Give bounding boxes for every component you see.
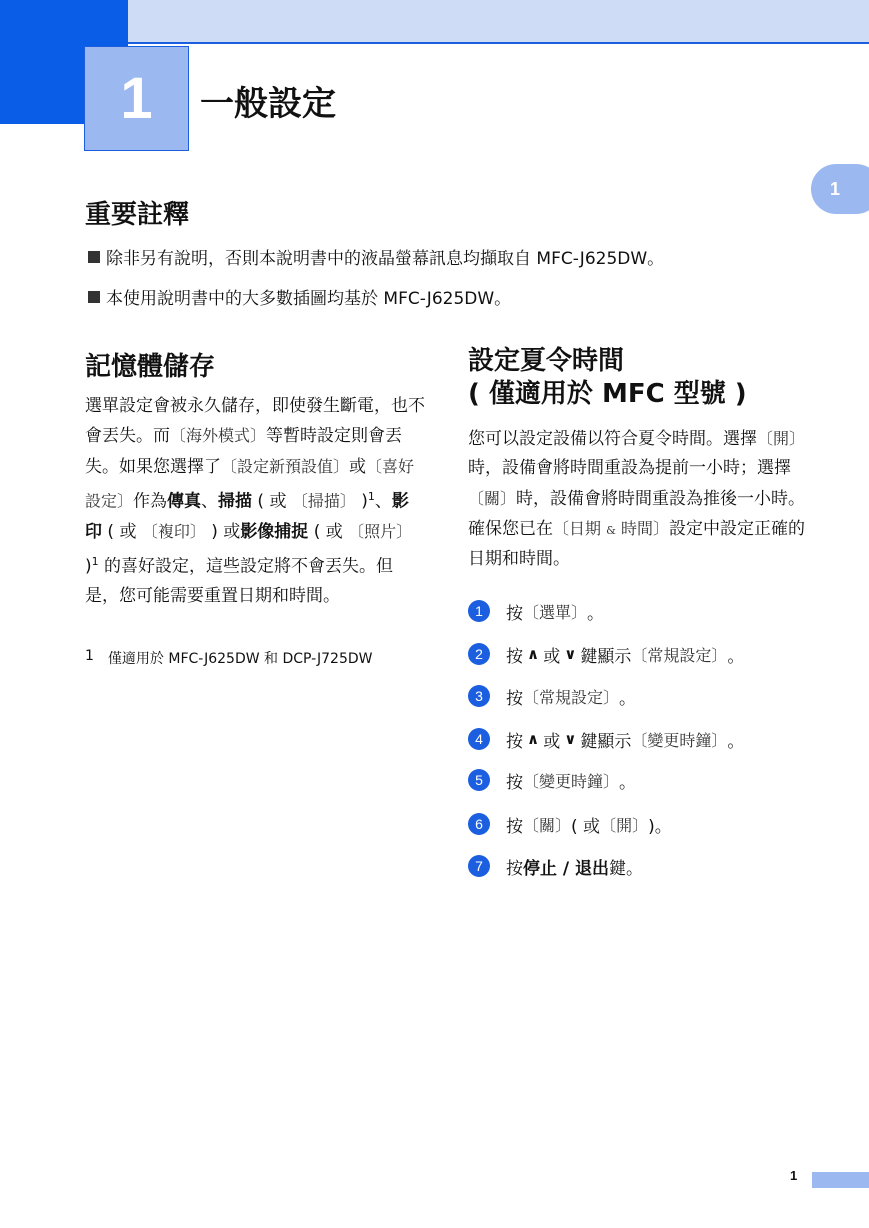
footnote [85, 648, 372, 668]
note-text: 本使用說明書中的大多數插圖均基於 MFC-J625DW。 [106, 289, 512, 309]
step-text: 按 [506, 772, 523, 793]
lcd-label: 〔設定新預設值〕 [221, 456, 350, 476]
step-item [468, 853, 643, 879]
lcd-label: 〔照片〕 [348, 521, 413, 541]
body-text: 選單設定會被永久儲存，即使發生斷電，也不會丟失。而 [85, 396, 425, 447]
step-text: 按 [506, 688, 523, 709]
up-arrow-icon: ∧ [527, 645, 540, 663]
lcd-label: 〔關〕 [523, 815, 572, 835]
header-band-light [128, 0, 869, 44]
step-number-icon: 2 [468, 643, 490, 665]
step-text: 。 [619, 688, 637, 709]
step-item [468, 811, 672, 837]
step-number-icon: 5 [468, 769, 490, 791]
memory-storage-paragraph [85, 392, 425, 611]
step-item [468, 726, 744, 752]
memory-storage-heading: 記憶體儲存 [85, 352, 216, 382]
lcd-label: 〔日期 [553, 518, 607, 538]
step-number-icon: 4 [468, 728, 490, 750]
footnote-ref: 1 [367, 489, 375, 503]
step-text: 按 [506, 603, 523, 624]
heading-line: ( 僅適用於 MFC 型號 ) [468, 379, 747, 409]
note-item [88, 284, 511, 309]
step-number-icon: 3 [468, 685, 490, 707]
lcd-label: 〔喜好設定〕 [85, 456, 415, 511]
lcd-label: 〔開〕 [600, 815, 649, 835]
key-name: 掃描 [218, 491, 253, 512]
step-text: 鍵顯示 [580, 646, 632, 667]
body-text: 時，設備會將時間重設為提前一小時；選擇 [468, 458, 791, 479]
body-text: ( 或 [102, 521, 142, 542]
down-arrow-icon: ∨ [564, 730, 577, 748]
step-number-icon: 6 [468, 813, 490, 835]
lcd-label: 〔掃描〕 [291, 491, 356, 511]
step-text: 。 [587, 603, 605, 624]
up-arrow-icon: ∧ [527, 730, 540, 748]
body-text: 您可以設定設備以符合夏令時間。選擇 [468, 429, 757, 449]
body-text: 等暫時設定則會丟失。如果您選擇了 [85, 426, 403, 477]
step-item [468, 641, 744, 667]
step-text: 。 [727, 646, 745, 667]
important-notes-heading: 重要註釋 [85, 200, 190, 230]
step-text: 鍵。 [609, 858, 644, 879]
body-text: 、 [374, 491, 392, 512]
bullet-square-icon [88, 251, 100, 263]
lcd-label: 〔海外模式〕 [170, 426, 267, 446]
lcd-label: 〔關〕 [468, 488, 517, 508]
note-item [88, 244, 664, 269]
step-text: 按 [506, 731, 523, 752]
page-number: 1 [790, 1168, 798, 1183]
body-text: 或 [349, 456, 367, 477]
body-text: ( 或 [308, 521, 349, 542]
footnote-ref: 1 [91, 555, 99, 569]
lcd-label: 〔變更時鐘〕 [631, 730, 728, 750]
step-text: 按 [506, 816, 523, 837]
body-text: ( 或 [252, 491, 292, 512]
page-footer-bar [812, 1172, 869, 1188]
chapter-number: 1 [84, 46, 189, 151]
lcd-label: 〔常規設定〕 [631, 645, 728, 665]
step-text: 按 [506, 646, 523, 667]
step-number-icon: 7 [468, 855, 490, 877]
lcd-label: 時間〕 [615, 518, 669, 538]
body-text: ) [355, 491, 368, 512]
daylight-saving-heading [468, 345, 747, 411]
key-name: 傳真 [167, 491, 202, 512]
bullet-square-icon [88, 291, 100, 303]
step-text: )。 [648, 816, 672, 837]
body-text: ) 或 [205, 521, 241, 542]
chapter-title: 一般設定 [200, 84, 336, 124]
down-arrow-icon: ∨ [564, 645, 577, 663]
step-text: 。 [619, 772, 637, 793]
body-text: 設定中設定正確的日期和時間。 [468, 518, 805, 570]
step-item [468, 598, 604, 624]
step-item [468, 683, 636, 709]
footnote-mark: 1 [85, 648, 94, 664]
chapter-side-tab: 1 [811, 164, 869, 214]
lcd-label: 〔常規設定〕 [523, 687, 620, 707]
lcd-label: 〔開〕 [757, 429, 806, 448]
body-text: 、 [201, 491, 219, 512]
lcd-label: 〔選單〕 [523, 602, 588, 622]
key-name: 影像捕捉 [240, 521, 309, 542]
daylight-saving-paragraph [468, 424, 808, 574]
lcd-label: 〔複印〕 [141, 521, 206, 541]
step-number-icon: 1 [468, 600, 490, 622]
step-text: ( 或 [571, 816, 601, 837]
step-text: 鍵顯示 [580, 731, 632, 752]
step-text: 按 [506, 858, 523, 879]
body-text: 作為 [133, 491, 168, 512]
body-text: ) [85, 556, 92, 577]
note-text: 除非另有說明，否則本說明書中的液晶螢幕訊息均擷取自 MFC-J625DW。 [106, 249, 665, 269]
lcd-label: 〔變更時鐘〕 [523, 771, 620, 791]
body-text: 的喜好設定，這些設定將不會丟失。但是，您可能需要重置日期和時間。 [85, 556, 394, 607]
lcd-label: & [606, 523, 616, 537]
heading-line: 設定夏令時間 [468, 346, 625, 376]
key-name: 影印 [85, 491, 409, 542]
step-text: 或 [543, 731, 561, 752]
step-item [468, 767, 636, 793]
key-name: 停止 / 退出 [523, 858, 610, 879]
step-text: 或 [543, 646, 561, 667]
body-text: 時，設備會將時間重設為推後一小時。確保您已在 [468, 488, 806, 539]
footnote-text: 僅適用於 MFC-J625DW 和 DCP-J725DW [107, 651, 373, 667]
step-text: 。 [727, 731, 745, 752]
